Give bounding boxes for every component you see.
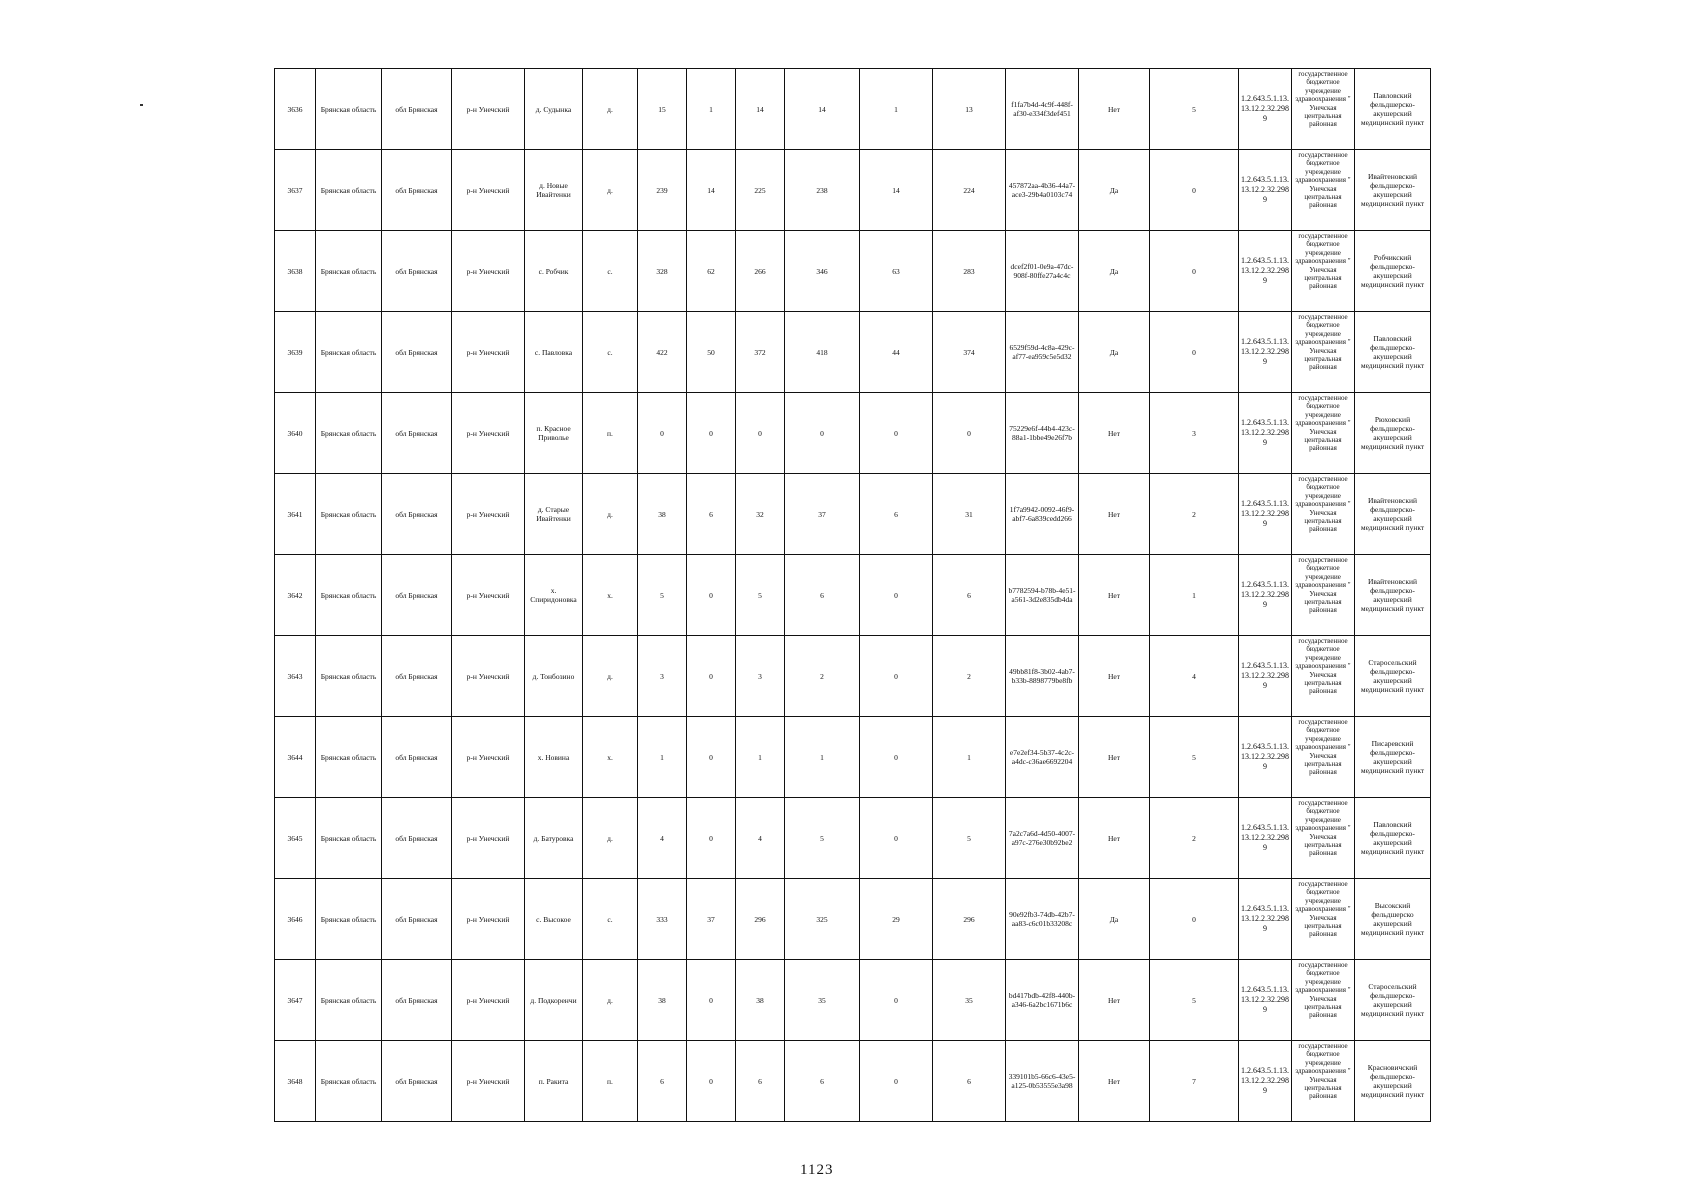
- settlement-cell: х. Спиридоновка: [525, 555, 583, 636]
- organization-cell: государственное бюджетное учреждение здравоохранения " Унечская центральная районная: [1292, 393, 1355, 474]
- population-children-prev-cell: 0: [860, 1041, 933, 1122]
- settlement-type-cell: п.: [583, 393, 638, 474]
- population-children-prev-cell: 0: [860, 960, 933, 1041]
- population-total-cell: 328: [638, 231, 687, 312]
- population-total-cell: 333: [638, 879, 687, 960]
- population-adults-cell: 225: [736, 150, 785, 231]
- row-number-cell: 3643: [275, 636, 316, 717]
- settlement-type-cell: с.: [583, 231, 638, 312]
- distance-cell: 3: [1150, 393, 1239, 474]
- population-adults-prev-cell: 1: [933, 717, 1006, 798]
- oblast-cell: обл Брянская: [382, 69, 452, 150]
- fias-code-cell: 90e92fb3-74db-42b7-aa83-c6c01b33208c: [1006, 879, 1079, 960]
- population-children-prev-cell: 0: [860, 393, 933, 474]
- population-adults-cell: 1: [736, 717, 785, 798]
- settlement-type-cell: д.: [583, 960, 638, 1041]
- oid-code-cell: 1.2.643.5.1.13.13.12.2.32.2989: [1239, 555, 1292, 636]
- district-cell: р-н Унечский: [452, 393, 525, 474]
- population-children-cell: 62: [687, 231, 736, 312]
- oid-code-cell: 1.2.643.5.1.13.13.12.2.32.2989: [1239, 474, 1292, 555]
- table-row: [275, 960, 1431, 1041]
- row-number-cell: 3641: [275, 474, 316, 555]
- fias-code-cell: 6529f59d-4c8a-429c-af77-ea959c5e5d32: [1006, 312, 1079, 393]
- has-facility-cell: Да: [1079, 312, 1150, 393]
- population-adults-cell: 32: [736, 474, 785, 555]
- population-children-prev-cell: 1: [860, 69, 933, 150]
- row-number-cell: 3640: [275, 393, 316, 474]
- population-total-cell: 38: [638, 474, 687, 555]
- has-facility-cell: Да: [1079, 879, 1150, 960]
- district-cell: р-н Унечский: [452, 69, 525, 150]
- population-adults-cell: 296: [736, 879, 785, 960]
- settlement-cell: д. Судынка: [525, 69, 583, 150]
- row-number-cell: 3646: [275, 879, 316, 960]
- settlement-type-cell: х.: [583, 717, 638, 798]
- population-total-prev-cell: 37: [785, 474, 860, 555]
- oblast-cell: обл Брянская: [382, 960, 452, 1041]
- population-total-cell: 422: [638, 312, 687, 393]
- district-cell: р-н Унечский: [452, 312, 525, 393]
- organization-cell: государственное бюджетное учреждение здравоохранения " Унечская центральная районная: [1292, 312, 1355, 393]
- distance-cell: 2: [1150, 474, 1239, 555]
- distance-cell: 0: [1150, 150, 1239, 231]
- population-adults-cell: 372: [736, 312, 785, 393]
- settlement-type-cell: д.: [583, 69, 638, 150]
- population-adults-cell: 4: [736, 798, 785, 879]
- has-facility-cell: Нет: [1079, 636, 1150, 717]
- row-number-cell: 3639: [275, 312, 316, 393]
- population-children-cell: 37: [687, 879, 736, 960]
- settlement-cell: п. Ракита: [525, 1041, 583, 1122]
- population-children-prev-cell: 0: [860, 555, 933, 636]
- settlement-cell: с. Робчик: [525, 231, 583, 312]
- district-cell: р-н Унечский: [452, 717, 525, 798]
- fias-code-cell: 1f7a9942-0092-46f9-abf7-6a839cedd266: [1006, 474, 1079, 555]
- table-row: [275, 393, 1431, 474]
- oblast-cell: обл Брянская: [382, 555, 452, 636]
- settlement-type-cell: д.: [583, 636, 638, 717]
- oid-code-cell: 1.2.643.5.1.13.13.12.2.32.2989: [1239, 312, 1292, 393]
- district-cell: р-н Унечский: [452, 474, 525, 555]
- distance-cell: 4: [1150, 636, 1239, 717]
- distance-cell: 0: [1150, 231, 1239, 312]
- population-total-prev-cell: 6: [785, 555, 860, 636]
- settlement-type-cell: д.: [583, 798, 638, 879]
- has-facility-cell: Нет: [1079, 393, 1150, 474]
- medical-unit-cell: Павловский фельдшерско-акушерский медицинский пункт: [1355, 798, 1431, 879]
- medical-unit-cell: Павловский фельдшерско-акушерский медицинский пункт: [1355, 69, 1431, 150]
- row-number-cell: 3648: [275, 1041, 316, 1122]
- population-total-cell: 3: [638, 636, 687, 717]
- population-total-prev-cell: 2: [785, 636, 860, 717]
- distance-cell: 5: [1150, 960, 1239, 1041]
- population-adults-prev-cell: 283: [933, 231, 1006, 312]
- fias-code-cell: bd417bdb-42f8-440b-a346-6a2bc1671b6c: [1006, 960, 1079, 1041]
- settlement-cell: д. Батуровка: [525, 798, 583, 879]
- population-children-cell: 0: [687, 717, 736, 798]
- table-row: [275, 636, 1431, 717]
- distance-cell: 5: [1150, 69, 1239, 150]
- oid-code-cell: 1.2.643.5.1.13.13.12.2.32.2989: [1239, 69, 1292, 150]
- fias-code-cell: 49bb81f8-3b02-4ab7-b33b-8898779be8fb: [1006, 636, 1079, 717]
- oid-code-cell: 1.2.643.5.1.13.13.12.2.32.2989: [1239, 960, 1292, 1041]
- organization-cell: государственное бюджетное учреждение здравоохранения " Унечская центральная районная: [1292, 1041, 1355, 1122]
- population-adults-cell: 3: [736, 636, 785, 717]
- population-total-cell: 0: [638, 393, 687, 474]
- district-cell: р-н Унечский: [452, 636, 525, 717]
- oblast-cell: обл Брянская: [382, 150, 452, 231]
- has-facility-cell: Нет: [1079, 474, 1150, 555]
- district-cell: р-н Унечский: [452, 879, 525, 960]
- region-cell: Брянская область: [316, 960, 382, 1041]
- has-facility-cell: Нет: [1079, 1041, 1150, 1122]
- medical-unit-cell: Ивайтеновский фельдшерско-акушерский медицинский пункт: [1355, 555, 1431, 636]
- district-cell: р-н Унечский: [452, 231, 525, 312]
- population-adults-prev-cell: 6: [933, 555, 1006, 636]
- row-number-cell: 3636: [275, 69, 316, 150]
- district-cell: р-н Унечский: [452, 150, 525, 231]
- oid-code-cell: 1.2.643.5.1.13.13.12.2.32.2989: [1239, 636, 1292, 717]
- population-adults-cell: 5: [736, 555, 785, 636]
- oblast-cell: обл Брянская: [382, 474, 452, 555]
- row-number-cell: 3642: [275, 555, 316, 636]
- population-adults-prev-cell: 2: [933, 636, 1006, 717]
- region-cell: Брянская область: [316, 1041, 382, 1122]
- organization-cell: государственное бюджетное учреждение здравоохранения " Унечская центральная районная: [1292, 960, 1355, 1041]
- population-total-prev-cell: 238: [785, 150, 860, 231]
- distance-cell: 0: [1150, 312, 1239, 393]
- population-children-prev-cell: 0: [860, 636, 933, 717]
- population-adults-prev-cell: 31: [933, 474, 1006, 555]
- oid-code-cell: 1.2.643.5.1.13.13.12.2.32.2989: [1239, 150, 1292, 231]
- organization-cell: государственное бюджетное учреждение здравоохранения " Унечская центральная районная: [1292, 717, 1355, 798]
- population-adults-prev-cell: 0: [933, 393, 1006, 474]
- medical-unit-cell: Старосельский фельдшерско-акушерский медицинский пункт: [1355, 636, 1431, 717]
- settlement-cell: д. Подкоренчи: [525, 960, 583, 1041]
- has-facility-cell: Нет: [1079, 717, 1150, 798]
- district-cell: р-н Унечский: [452, 1041, 525, 1122]
- population-total-cell: 4: [638, 798, 687, 879]
- population-children-cell: 0: [687, 1041, 736, 1122]
- population-total-prev-cell: 6: [785, 1041, 860, 1122]
- settlement-cell: д. Новые Ивайтенки: [525, 150, 583, 231]
- oid-code-cell: 1.2.643.5.1.13.13.12.2.32.2989: [1239, 879, 1292, 960]
- has-facility-cell: Нет: [1079, 798, 1150, 879]
- region-cell: Брянская область: [316, 69, 382, 150]
- settlement-cell: д. Тонбозино: [525, 636, 583, 717]
- organization-cell: государственное бюджетное учреждение здравоохранения " Унечская центральная районная: [1292, 231, 1355, 312]
- population-total-prev-cell: 5: [785, 798, 860, 879]
- oblast-cell: обл Брянская: [382, 879, 452, 960]
- medical-unit-cell: Ивайтеновский фельдшерско-акушерский медицинский пункт: [1355, 474, 1431, 555]
- medical-unit-cell: Старосельский фельдшерско-акушерский медицинский пункт: [1355, 960, 1431, 1041]
- settlement-cell: д. Старые Ивайтенки: [525, 474, 583, 555]
- row-number-cell: 3644: [275, 717, 316, 798]
- has-facility-cell: Нет: [1079, 69, 1150, 150]
- region-cell: Брянская область: [316, 717, 382, 798]
- fias-code-cell: b7782594-b78b-4e51-a561-3d2e835db4da: [1006, 555, 1079, 636]
- oblast-cell: обл Брянская: [382, 717, 452, 798]
- oblast-cell: обл Брянская: [382, 393, 452, 474]
- fias-code-cell: e7e2ef34-5b37-4c2c-a4dc-c36ae6692204: [1006, 717, 1079, 798]
- fias-code-cell: 7a2c7a6d-4d50-4007-a97c-276e30b92be2: [1006, 798, 1079, 879]
- organization-cell: государственное бюджетное учреждение здравоохранения " Унечская центральная районная: [1292, 798, 1355, 879]
- settlement-type-cell: с.: [583, 312, 638, 393]
- population-children-cell: 0: [687, 636, 736, 717]
- population-adults-prev-cell: 296: [933, 879, 1006, 960]
- table-row: [275, 1041, 1431, 1122]
- region-cell: Брянская область: [316, 312, 382, 393]
- fias-code-cell: f1fa7b4d-4c9f-448f-af30-e334f3def451: [1006, 69, 1079, 150]
- settlement-type-cell: п.: [583, 1041, 638, 1122]
- table-body: [275, 69, 1431, 1122]
- population-children-prev-cell: 14: [860, 150, 933, 231]
- population-adults-prev-cell: 374: [933, 312, 1006, 393]
- district-cell: р-н Унечский: [452, 798, 525, 879]
- region-cell: Брянская область: [316, 231, 382, 312]
- settlement-cell: х. Новина: [525, 717, 583, 798]
- organization-cell: государственное бюджетное учреждение здравоохранения " Унечская центральная районная: [1292, 555, 1355, 636]
- population-adults-cell: 14: [736, 69, 785, 150]
- fias-code-cell: 339101b5-66c6-43e5-a125-0b53555e3a98: [1006, 1041, 1079, 1122]
- population-children-cell: 0: [687, 960, 736, 1041]
- settlement-type-cell: х.: [583, 555, 638, 636]
- settlement-type-cell: д.: [583, 150, 638, 231]
- population-adults-prev-cell: 5: [933, 798, 1006, 879]
- distance-cell: 7: [1150, 1041, 1239, 1122]
- distance-cell: 5: [1150, 717, 1239, 798]
- population-adults-cell: 266: [736, 231, 785, 312]
- population-total-cell: 239: [638, 150, 687, 231]
- table-row: [275, 231, 1431, 312]
- distance-cell: 2: [1150, 798, 1239, 879]
- population-children-cell: 0: [687, 555, 736, 636]
- population-adults-cell: 38: [736, 960, 785, 1041]
- region-cell: Брянская область: [316, 393, 382, 474]
- oid-code-cell: 1.2.643.5.1.13.13.12.2.32.2989: [1239, 798, 1292, 879]
- organization-cell: государственное бюджетное учреждение здравоохранения " Унечская центральная районная: [1292, 150, 1355, 231]
- region-cell: Брянская область: [316, 555, 382, 636]
- settlement-table: [274, 68, 1431, 1122]
- table-row: [275, 312, 1431, 393]
- row-number-cell: 3645: [275, 798, 316, 879]
- population-adults-cell: 0: [736, 393, 785, 474]
- population-children-prev-cell: 29: [860, 879, 933, 960]
- population-total-cell: 15: [638, 69, 687, 150]
- population-total-prev-cell: 418: [785, 312, 860, 393]
- row-number-cell: 3647: [275, 960, 316, 1041]
- district-cell: р-н Унечский: [452, 960, 525, 1041]
- population-children-cell: 1: [687, 69, 736, 150]
- settlement-cell: с. Высокое: [525, 879, 583, 960]
- medical-unit-cell: Рюховский фельдшерско-акушерский медицинский пункт: [1355, 393, 1431, 474]
- table-row: [275, 474, 1431, 555]
- population-adults-prev-cell: 224: [933, 150, 1006, 231]
- settlement-type-cell: д.: [583, 474, 638, 555]
- oid-code-cell: 1.2.643.5.1.13.13.12.2.32.2989: [1239, 231, 1292, 312]
- table-row: [275, 69, 1431, 150]
- population-total-prev-cell: 346: [785, 231, 860, 312]
- region-cell: Брянская область: [316, 474, 382, 555]
- population-children-cell: 0: [687, 798, 736, 879]
- population-adults-prev-cell: 35: [933, 960, 1006, 1041]
- medical-unit-cell: Писаревский фельдшерско-акушерский медицинский пункт: [1355, 717, 1431, 798]
- population-children-cell: 0: [687, 393, 736, 474]
- fias-code-cell: 457872aa-4b36-44a7-ace3-29b4a0103c74: [1006, 150, 1079, 231]
- medical-unit-cell: Робчикский фельдшерско-акушерский медицинский пункт: [1355, 231, 1431, 312]
- table-row: [275, 150, 1431, 231]
- oblast-cell: обл Брянская: [382, 636, 452, 717]
- medical-unit-cell: Ивайтеновский фельдшерско-акушерский медицинский пункт: [1355, 150, 1431, 231]
- row-number-cell: 3637: [275, 150, 316, 231]
- population-children-cell: 50: [687, 312, 736, 393]
- organization-cell: государственное бюджетное учреждение здравоохранения " Унечская центральная районная: [1292, 879, 1355, 960]
- page-number: 1123: [800, 1162, 834, 1178]
- table-row: [275, 717, 1431, 798]
- scan-speck: [140, 104, 143, 106]
- population-children-cell: 14: [687, 150, 736, 231]
- medical-unit-cell: Красновичский фельдшерско-акушерский медицинский пункт: [1355, 1041, 1431, 1122]
- population-total-prev-cell: 325: [785, 879, 860, 960]
- population-children-prev-cell: 63: [860, 231, 933, 312]
- oblast-cell: обл Брянская: [382, 231, 452, 312]
- distance-cell: 1: [1150, 555, 1239, 636]
- population-total-prev-cell: 35: [785, 960, 860, 1041]
- population-adults-cell: 6: [736, 1041, 785, 1122]
- table-row: [275, 555, 1431, 636]
- population-children-prev-cell: 44: [860, 312, 933, 393]
- population-total-prev-cell: 14: [785, 69, 860, 150]
- row-number-cell: 3638: [275, 231, 316, 312]
- has-facility-cell: Да: [1079, 150, 1150, 231]
- region-cell: Брянская область: [316, 798, 382, 879]
- table-row: [275, 798, 1431, 879]
- oid-code-cell: 1.2.643.5.1.13.13.12.2.32.2989: [1239, 717, 1292, 798]
- oblast-cell: обл Брянская: [382, 1041, 452, 1122]
- district-cell: р-н Унечский: [452, 555, 525, 636]
- population-total-cell: 1: [638, 717, 687, 798]
- has-facility-cell: Нет: [1079, 960, 1150, 1041]
- population-total-cell: 5: [638, 555, 687, 636]
- population-total-prev-cell: 1: [785, 717, 860, 798]
- oid-code-cell: 1.2.643.5.1.13.13.12.2.32.2989: [1239, 393, 1292, 474]
- settlement-cell: с. Павловка: [525, 312, 583, 393]
- population-total-cell: 38: [638, 960, 687, 1041]
- population-children-prev-cell: 6: [860, 474, 933, 555]
- settlement-type-cell: с.: [583, 879, 638, 960]
- region-cell: Брянская область: [316, 636, 382, 717]
- region-cell: Брянская область: [316, 879, 382, 960]
- region-cell: Брянская область: [316, 150, 382, 231]
- organization-cell: государственное бюджетное учреждение здравоохранения " Унечская центральная районная: [1292, 474, 1355, 555]
- population-children-prev-cell: 0: [860, 798, 933, 879]
- population-adults-prev-cell: 13: [933, 69, 1006, 150]
- fias-code-cell: dcef2f01-0e9a-47dc-908f-80ffe27a4c4c: [1006, 231, 1079, 312]
- has-facility-cell: Нет: [1079, 555, 1150, 636]
- oid-code-cell: 1.2.643.5.1.13.13.12.2.32.2989: [1239, 1041, 1292, 1122]
- population-adults-prev-cell: 6: [933, 1041, 1006, 1122]
- medical-unit-cell: Высокский фельдшерско акушерский медицинский пункт: [1355, 879, 1431, 960]
- organization-cell: государственное бюджетное учреждение здравоохранения " Унечская центральная районная: [1292, 636, 1355, 717]
- population-children-cell: 6: [687, 474, 736, 555]
- oblast-cell: обл Брянская: [382, 312, 452, 393]
- population-total-prev-cell: 0: [785, 393, 860, 474]
- oblast-cell: обл Брянская: [382, 798, 452, 879]
- distance-cell: 0: [1150, 879, 1239, 960]
- population-total-cell: 6: [638, 1041, 687, 1122]
- population-children-prev-cell: 0: [860, 717, 933, 798]
- has-facility-cell: Да: [1079, 231, 1150, 312]
- fias-code-cell: 75229e6f-44b4-423c-88a1-1bbe49e26f7b: [1006, 393, 1079, 474]
- table-row: [275, 879, 1431, 960]
- settlement-cell: п. Красное Приволье: [525, 393, 583, 474]
- organization-cell: государственное бюджетное учреждение здравоохранения " Унечская центральная районная: [1292, 69, 1355, 150]
- medical-unit-cell: Павловский фельдшерско-акушерский медицинский пункт: [1355, 312, 1431, 393]
